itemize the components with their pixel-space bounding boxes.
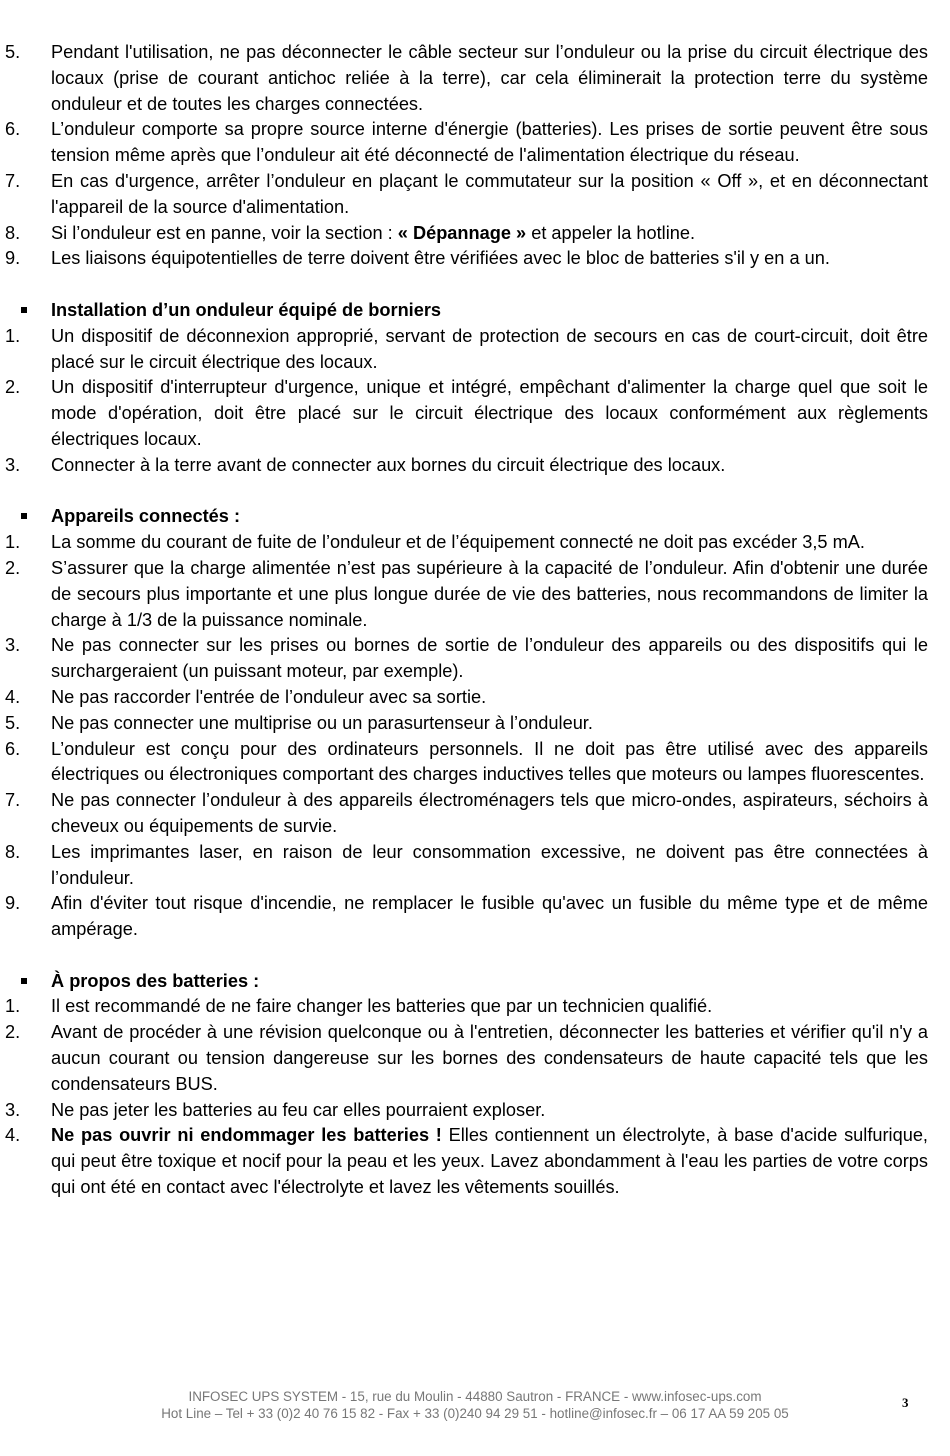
list-item [0,685,950,711]
square-bullet-icon [21,978,27,984]
item-text: Ne pas jeter les batteries au feu car elles pourraient exploser. [51,1099,546,1120]
page-number: 3 [902,1395,909,1410]
item-text: Afin d'éviter tout risque d'incendie, ne remplacer le fusible qu'avec un fusible du même type et de même ampérage. [51,893,928,940]
list-item [0,1123,950,1200]
item-number: 3. [5,1099,21,1120]
item-text: Les liaisons équipotentielles de terre doivent être vérifiées avec le bloc de batteries s'il y en a un. [51,248,830,269]
intro-list [0,40,950,272]
section-heading-text: Installation d’un onduleur équipé de borniers [51,299,442,320]
batteries-list [0,994,950,1200]
item-text: L’onduleur est conçu pour des ordinateurs personnels. Il ne doit pas être utilisé avec des appareils électriques ou électroniques comportant des charges inductives telles que moteurs ou lampes fluorescentes. [51,738,928,785]
item-number: 1. [5,532,21,553]
item-number: 1. [5,325,21,346]
item-text: Les imprimantes laser, en raison de leur consommation excessive, ne doivent pas être connectées à l’onduleur. [51,841,928,888]
footer-hotline: Hot Line – Tel + 33 (0)2 40 76 15 82 - Fax + 33 (0)240 94 29 51 - hotline@infosec.fr – 06 17 AA 59 205 05 [161,1406,789,1421]
list-item [0,324,950,376]
item-text: Ne pas connecter l’onduleur à des appareils électroménagers tels que micro-ondes, aspirateurs, séchoirs à cheveux ou équipements de survie. [51,790,928,836]
section-heading-batteries [0,969,950,995]
item-number: 1. [5,996,21,1017]
item-text: Ne pas ouvrir ni endommager les batteries ! Elles contiennent un électrolyte, à base d'acide sulfurique, qui peut être toxique et nocif pour la peau et les yeux. Lavez abondamment à l'eau les parties de votre corps qui ont été en contact avec l'électrolyte et lavez les vêtements souillés. [51,1125,928,1198]
section-heading-text: À propos des batteries : [51,970,260,991]
item-number: 2. [5,557,21,578]
list-item [0,633,950,685]
item-text: En cas d'urgence, arrêter l’onduleur en plaçant le commutateur sur la position « Off », et en déconnectant l'appareil de la source d'alimentation. [51,170,928,217]
item-text: Un dispositif de déconnexion approprié, servant de protection de secours en cas de court-circuit, doit être placé sur le circuit électrique des locaux. [51,325,928,372]
list-item [0,169,950,221]
item-number: 6. [5,119,21,140]
item-number: 8. [5,222,21,243]
item-text: Un dispositif d'interrupteur d'urgence, unique et intégré, empêchant d'alimenter la charge quel que soit le mode d'opération, doit être placé sur le circuit électrique des locaux conformément aux règlements électriques locaux. [51,377,928,449]
list-item [0,530,950,556]
item-number: 4. [5,686,21,707]
section-heading-text: Appareils connectés : [51,506,241,527]
item-number: 9. [5,893,21,914]
item-text: Ne pas connecter sur les prises ou bornes de sortie de l’onduleur des appareils ou des dispositifs qui le surchargeraient (un puissant moteur, par exemple). [51,635,928,682]
list-item [0,1020,950,1097]
square-bullet-icon [21,307,27,313]
page-footer [0,1388,950,1422]
list-item [0,788,950,840]
list-item [0,117,950,169]
item-text: Si l’onduleur est en panne, voir la section : « Dépannage » et appeler la hotline. [51,222,696,243]
list-item [0,994,950,1020]
list-item [0,840,950,892]
list-item [0,737,950,789]
item-text: Ne pas raccorder l'entrée de l’onduleur avec sa sortie. [51,686,487,707]
list-item [0,375,950,452]
item-text: Il est recommandé de ne faire changer les batteries que par un technicien qualifié. [51,996,713,1017]
list-item [0,891,950,943]
item-text: S’assurer que la charge alimentée n’est pas supérieure à la capacité de l’onduleur. Afin d'obtenir une durée de secours plus importante et une plus longue durée de vie des batteries, nous recommandons de limiter la charge à 1/3 de la puissance nominale. [51,557,928,630]
list-item [0,711,950,737]
item-text: La somme du courant de fuite de l’onduleur et de l’équipement connecté ne doit pas excéder 3,5 mA. [51,532,865,553]
item-number: 3. [5,454,21,475]
item-text: Pendant l'utilisation, ne pas déconnecter le câble secteur sur l’onduleur ou la prise du circuit électrique des locaux (prise de courant antichoc reliée à la terre), car cela éliminerait la protection terre du système onduleur et de toutes les charges connectées. [51,42,928,114]
item-number: 9. [5,248,21,269]
item-text: L’onduleur comporte sa propre source interne d'énergie (batteries). Les prises de sortie peuvent être sous tension même après que l’onduleur ait été déconnecté de l'alimentation électrique du réseau. [51,119,928,166]
section-heading-appareils [0,504,950,530]
item-number: 2. [5,377,21,398]
footer-address: INFOSEC UPS SYSTEM - 15, rue du Moulin - 44880 Sautron - FRANCE - www.infosec-ups.com [188,1389,762,1404]
appareils-list [0,530,950,943]
document-page [0,40,950,1201]
item-number: 4. [5,1125,21,1146]
list-item [0,1098,950,1124]
item-number: 5. [5,712,21,733]
list-item [0,40,950,117]
item-number: 6. [5,738,21,759]
installation-list [0,324,950,479]
list-item [0,246,950,272]
item-text: Connecter à la terre avant de connecter aux bornes du circuit électrique des locaux. [51,454,726,475]
section-heading-installation [0,298,950,324]
item-number: 7. [5,790,21,811]
square-bullet-icon [21,513,27,519]
item-text: Ne pas connecter une multiprise ou un parasurtenseur à l’onduleur. [51,712,593,733]
list-item [0,221,950,247]
item-number: 3. [5,635,21,656]
item-number: 5. [5,42,21,62]
item-number: 7. [5,170,21,191]
item-text: Avant de procéder à une révision quelconque ou à l'entretien, déconnecter les batteries et vérifier qu'il n'y a aucun courant ou tension dangereuse sur les bornes des condensateurs de haute capacité tels que les condensateurs BUS. [51,1022,928,1094]
list-item [0,453,950,479]
list-item [0,556,950,633]
item-number: 2. [5,1022,21,1043]
item-number: 8. [5,841,21,862]
